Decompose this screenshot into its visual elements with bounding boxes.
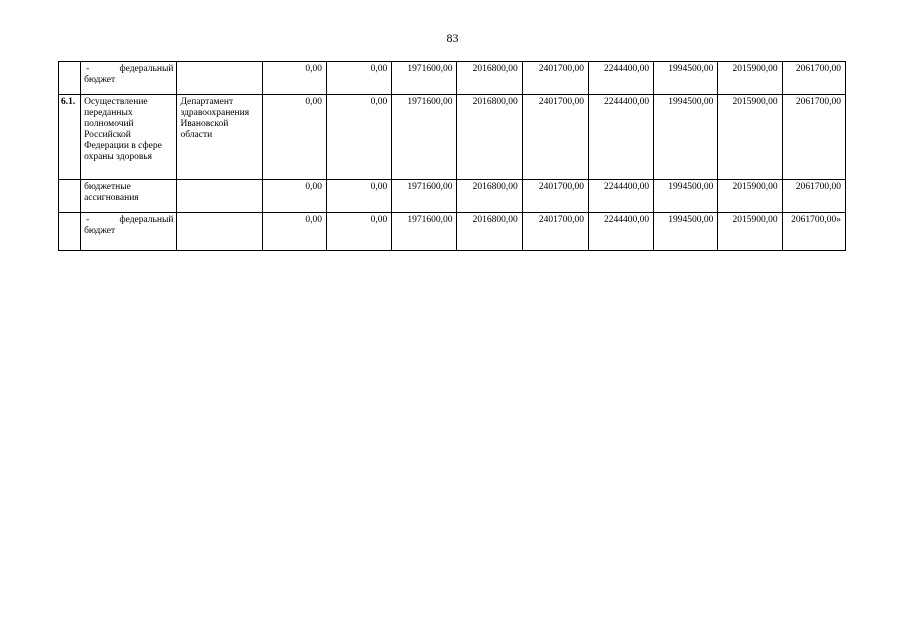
value-cell: 1994500,00: [654, 180, 718, 213]
row-executor-cell: Департамент здравоохранения Ивановской области: [177, 95, 262, 180]
value-cell: 2244400,00: [588, 213, 653, 251]
row-name-line2: бюджет: [84, 75, 116, 85]
row-executor-cell: [177, 62, 262, 95]
row-executor-cell: [177, 213, 262, 251]
row-name-cell: Осуществление переданных полномочий Российской Федерации в сфере охраны здоровья: [81, 95, 177, 180]
budget-table: [58, 61, 846, 251]
row-code-cell: [59, 180, 81, 213]
value-cell: 0,00: [326, 95, 391, 180]
row-code-cell: [59, 62, 81, 95]
value-cell: 2244400,00: [588, 95, 653, 180]
value-cell: 0,00: [262, 62, 326, 95]
value-cell: 2401700,00: [522, 95, 588, 180]
row-name-cell: [81, 62, 177, 95]
table-row: [59, 95, 846, 180]
value-cell: 1971600,00: [392, 62, 457, 95]
value-cell: 1971600,00: [392, 95, 457, 180]
value-cell: 2244400,00: [588, 62, 653, 95]
value-cell: 2016800,00: [457, 180, 522, 213]
table-row: [59, 180, 846, 213]
value-cell: 1994500,00: [654, 62, 718, 95]
value-cell: 2015900,00: [718, 180, 782, 213]
row-executor-cell: [177, 180, 262, 213]
value-cell: 2015900,00: [718, 213, 782, 251]
value-cell: 2401700,00: [522, 213, 588, 251]
row-name-cell: бюджетные ассигнования: [81, 180, 177, 213]
value-cell: 0,00: [262, 95, 326, 180]
value-cell: 0,00: [326, 62, 391, 95]
table-row: [59, 213, 846, 251]
value-cell: 1971600,00: [392, 213, 457, 251]
value-cell: 2244400,00: [588, 180, 653, 213]
value-cell: 0,00: [326, 213, 391, 251]
value-cell: 2401700,00: [522, 180, 588, 213]
value-cell: 2061700,00: [782, 62, 845, 95]
value-cell: 1971600,00: [392, 180, 457, 213]
row-name-line1: федеральный: [119, 64, 174, 74]
value-cell: 2016800,00: [457, 62, 522, 95]
row-code-cell: 6.1.: [59, 95, 81, 180]
value-cell: 2401700,00: [522, 62, 588, 95]
value-cell: 1994500,00: [654, 213, 718, 251]
value-cell: 2016800,00: [457, 213, 522, 251]
value-cell: 0,00: [262, 213, 326, 251]
value-cell: 2061700,00»: [782, 213, 845, 251]
dash-mark: -: [86, 64, 90, 74]
row-name-cell: [81, 213, 177, 251]
row-code-cell: [59, 213, 81, 251]
value-cell: 0,00: [326, 180, 391, 213]
value-cell: 1994500,00: [654, 95, 718, 180]
value-cell: 2061700,00: [782, 95, 845, 180]
value-cell: 2015900,00: [718, 62, 782, 95]
value-cell: 2016800,00: [457, 95, 522, 180]
value-cell: 2061700,00: [782, 180, 845, 213]
value-cell: 2015900,00: [718, 95, 782, 180]
value-cell: 0,00: [262, 180, 326, 213]
row-name-line2: бюджет: [84, 226, 116, 236]
dash-mark: -: [86, 215, 90, 225]
table-row: [59, 62, 846, 95]
row-name-line1: федеральный: [119, 215, 174, 225]
page-number: 83: [446, 31, 459, 45]
